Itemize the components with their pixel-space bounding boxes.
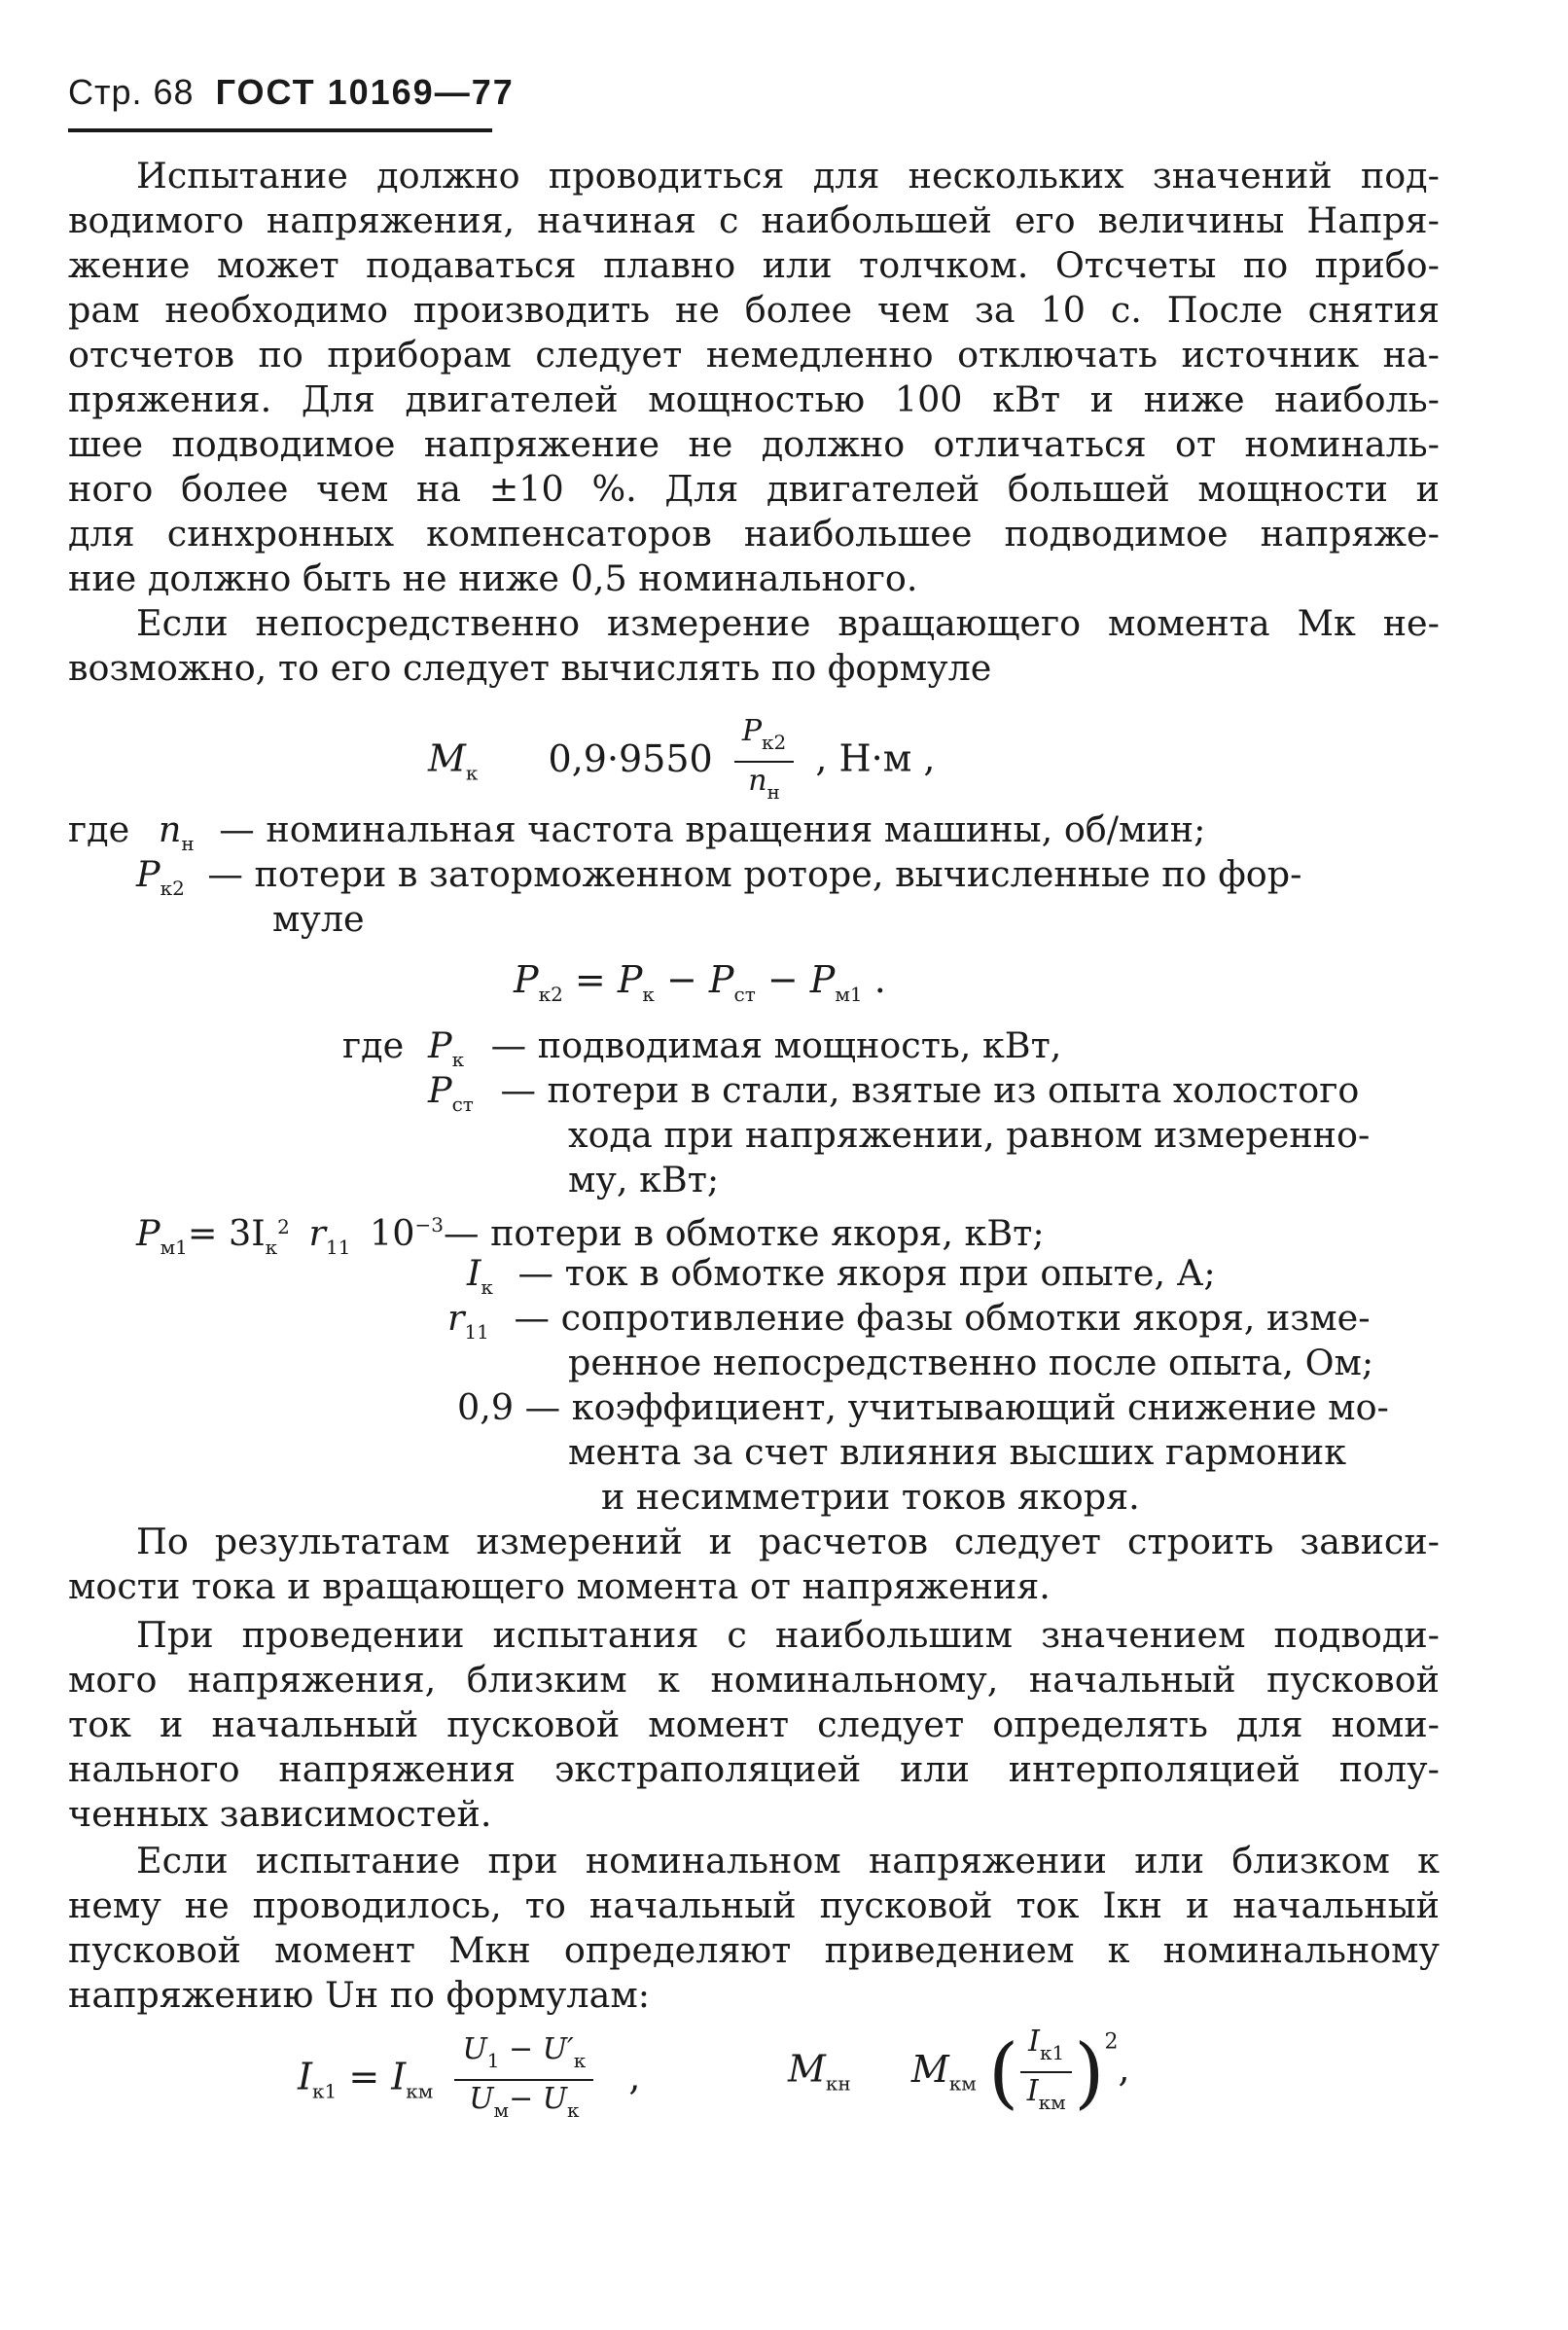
definition-r11-cont: ренное непосредственно после опыта, Ом; xyxy=(568,1342,1374,1383)
text-line: отсчетов по приборам следует немедленно отключать источник на- xyxy=(68,334,1440,376)
formula-mkn: $M_{кн}$ $M_{км}$ ( $\frac{I_{к1}}{I_{км}}$ )$^2$, xyxy=(788,2025,1130,2118)
text-line: шее подводимое напряжение не должно отличаться от номиналь- xyxy=(68,423,1440,465)
text-line: пусковой момент Mкн определяют приведением к номинальному xyxy=(68,1929,1440,1971)
text-line: напряжению Uн по формулам: xyxy=(68,1974,651,2016)
definition-r11: $r_{11}$ — сопротивление фазы обмотки якоря, изме- xyxy=(447,1297,1371,1344)
text-line: нального напряжения экстраполяцией или интерполяцией полу- xyxy=(68,1748,1440,1790)
definition-coef-cont2: и несимметрии токов якоря. xyxy=(601,1476,1140,1518)
text-line: мости тока и вращающего момента от напряжения. xyxy=(68,1565,1051,1607)
text-line: водимого напряжения, начиная с наибольшей его величины Напря- xyxy=(68,199,1440,241)
page-header xyxy=(68,72,515,113)
paragraph-3 xyxy=(68,1520,1440,1609)
definition-coef-cont: мента за счет влияния высших гармоник xyxy=(568,1431,1347,1473)
definition-ik: $I_к$ — ток в обмотке якоря при опыте, А; xyxy=(467,1252,1216,1299)
text-line: При проведении испытания с наибольшим значением подводи- xyxy=(136,1614,1440,1656)
text-line: По результатам измерений и расчетов следует строить зависи- xyxy=(136,1521,1440,1562)
text-line: ченных зависимостей. xyxy=(68,1793,492,1835)
fraction: $\frac{U_1 - U'_к}{U_м- U_к}$ xyxy=(454,2033,593,2127)
header-rule xyxy=(68,128,492,132)
text-line: мого напряжения, близким к номинальному, начальный пусковой xyxy=(68,1659,1440,1701)
definition-pk2-cont: муле xyxy=(272,898,365,940)
text-line: для синхронных компенсаторов наибольшее подводимое напряже- xyxy=(68,513,1440,555)
formula-mk: $M_к$ 0,9·9550 $\frac{P_{к2}}{n_н}$ , Н·м , xyxy=(428,715,935,808)
page-number: Стр. 68 xyxy=(68,72,195,112)
text-line: ние должно быть не ниже 0,5 номинального. xyxy=(68,557,918,599)
text-line: Если испытание при номинальном напряжении или близком к xyxy=(136,1840,1440,1882)
definition-pst-cont: хода при напряжении, равном измеренно- xyxy=(568,1114,1371,1156)
definition-pk: $P_к$ — подводимая мощность, кВт, xyxy=(428,1024,1062,1071)
text-line: ного более чем на ±10 %. Для двигателей большей мощности и xyxy=(68,468,1440,510)
definition-pm1: $P_{м1}= 3I_к^2$ $r_{11}$ $10^{-3}—$ потери в обмотке якоря, кВт; xyxy=(136,1212,1045,1259)
standard-number: ГОСТ 10169—77 xyxy=(215,72,515,112)
definition-pst-cont2: му, кВт; xyxy=(568,1159,720,1201)
text-line: нему не проводилось, то начальный пусковой ток Iкн и начальный xyxy=(68,1884,1440,1926)
definition-pst: $P_{ст}$ — потери в стали, взятые из опыта холостого xyxy=(428,1069,1360,1116)
text-line: жение может подаваться плавно или толчком. Отсчеты по прибо- xyxy=(68,244,1440,286)
text-line: ток и начальный пусковой момент следует определять для номи- xyxy=(68,1703,1440,1745)
text-line: Если непосредственно измерение вращающего момента Mк не- xyxy=(136,602,1440,644)
fraction: $\frac{P_{к2}}{n_н}$ xyxy=(734,715,794,808)
text-line: Испытание должно проводиться для нескольких значений под- xyxy=(136,155,1440,197)
text-line: рам необходимо производить не более чем за 10 с. После снятия xyxy=(68,289,1440,331)
definition-intro: где xyxy=(342,1024,405,1066)
definition-pk2: $P_{к2}$ — потери в заторможенном роторе, вычисленные по фор- xyxy=(136,853,1302,900)
definition-nn: где $n_н$ — номинальная частота вращения машины, об/мин; xyxy=(68,808,1206,855)
paragraph-5 xyxy=(68,1839,1440,2018)
formula-ik1: $I_{к1} = I_{км}$ $\frac{U_1 - U'_к}{U_м- U_к}$ , xyxy=(298,2033,640,2127)
paragraph-1 xyxy=(68,154,1440,601)
text-line: пряжения. Для двигателей мощностью 100 кВт и ниже наиболь- xyxy=(68,378,1440,420)
fraction: $\frac{I_{к1}}{I_{км}}$ xyxy=(1020,2025,1072,2119)
formula-pk2: $P_{к2} = P_к - P_{ст} - P_{м1}$ . xyxy=(514,958,886,1006)
text-line: возможно, то его следует вычислять по формуле xyxy=(68,647,992,689)
definition-coef: 0,9 — коэффициент, учитывающий снижение мо- xyxy=(457,1386,1389,1428)
paragraph-2 xyxy=(68,601,1440,691)
paragraph-4 xyxy=(68,1613,1440,1837)
